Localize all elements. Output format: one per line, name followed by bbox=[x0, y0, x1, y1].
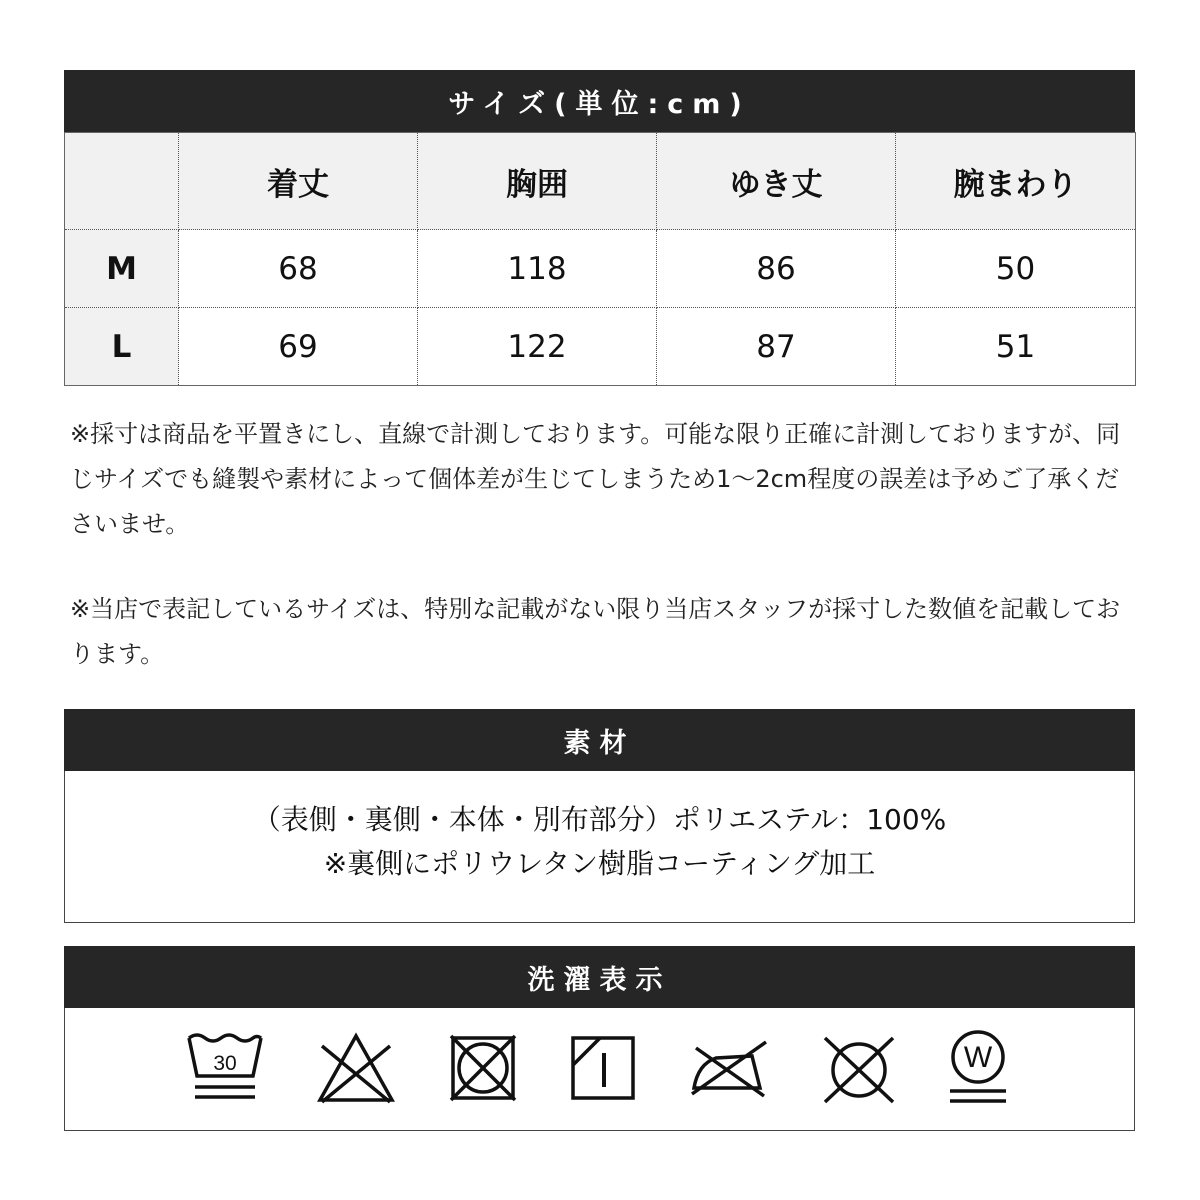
row-size-label: L bbox=[65, 308, 179, 386]
table-cell: 69 bbox=[179, 308, 418, 386]
measurement-note: ※採寸は商品を平置きにし、直線で計測しております。可能な限り正確に計測しておりますが、同じサイズでも縫製や素材によって個体差が生じてしまうため1～2cm程度の誤差は予めご了承くださいませ。 bbox=[70, 420, 1121, 538]
line-dry-shade-icon bbox=[570, 1035, 636, 1101]
row-size-label: M bbox=[65, 230, 179, 308]
table-cell: 68 bbox=[179, 230, 418, 308]
wet-clean-label: W bbox=[963, 1041, 993, 1074]
table-cell: 122 bbox=[418, 308, 657, 386]
table-row bbox=[65, 308, 1136, 386]
material-box bbox=[64, 771, 1135, 923]
no-bleach-icon bbox=[316, 1032, 396, 1104]
material-section-title: 素材 bbox=[64, 709, 1135, 771]
column-header: 腕まわり bbox=[896, 133, 1136, 230]
table-cell: 51 bbox=[896, 308, 1136, 386]
size-table bbox=[64, 132, 1136, 386]
column-header: ゆき丈 bbox=[657, 133, 896, 230]
wash-temperature-label: 30 bbox=[213, 1052, 237, 1075]
size-table-corner bbox=[65, 133, 179, 230]
wet-clean-gentle-icon bbox=[948, 1029, 1008, 1107]
column-header: 胸囲 bbox=[418, 133, 657, 230]
size-source-note: ※当店で表記しているサイズは、特別な記載がない限り当店スタッフが採寸した数値を記載しております。 bbox=[70, 595, 1121, 668]
no-tumble-dry-icon bbox=[447, 1032, 519, 1104]
care-section-title: 洗濯表示 bbox=[64, 946, 1135, 1008]
column-header: 着丈 bbox=[179, 133, 418, 230]
table-row bbox=[65, 230, 1136, 308]
table-cell: 86 bbox=[657, 230, 896, 308]
size-section-title: サイズ(単位:cm) bbox=[64, 70, 1135, 132]
material-composition: （表側・裏側・本体・別布部分）ポリエステル：100% bbox=[252, 803, 947, 836]
material-coating-note: ※裏側にポリウレタン樹脂コーティング加工 bbox=[323, 847, 876, 880]
table-cell: 87 bbox=[657, 308, 896, 386]
wash-30-gentle-icon bbox=[185, 1032, 265, 1104]
care-symbols-box bbox=[64, 1008, 1135, 1131]
no-iron-icon bbox=[688, 1034, 770, 1102]
no-dry-clean-icon bbox=[821, 1032, 897, 1104]
table-cell: 50 bbox=[896, 230, 1136, 308]
size-table-header-row bbox=[65, 133, 1136, 230]
care-icons-row bbox=[65, 1008, 1134, 1128]
table-cell: 118 bbox=[418, 230, 657, 308]
